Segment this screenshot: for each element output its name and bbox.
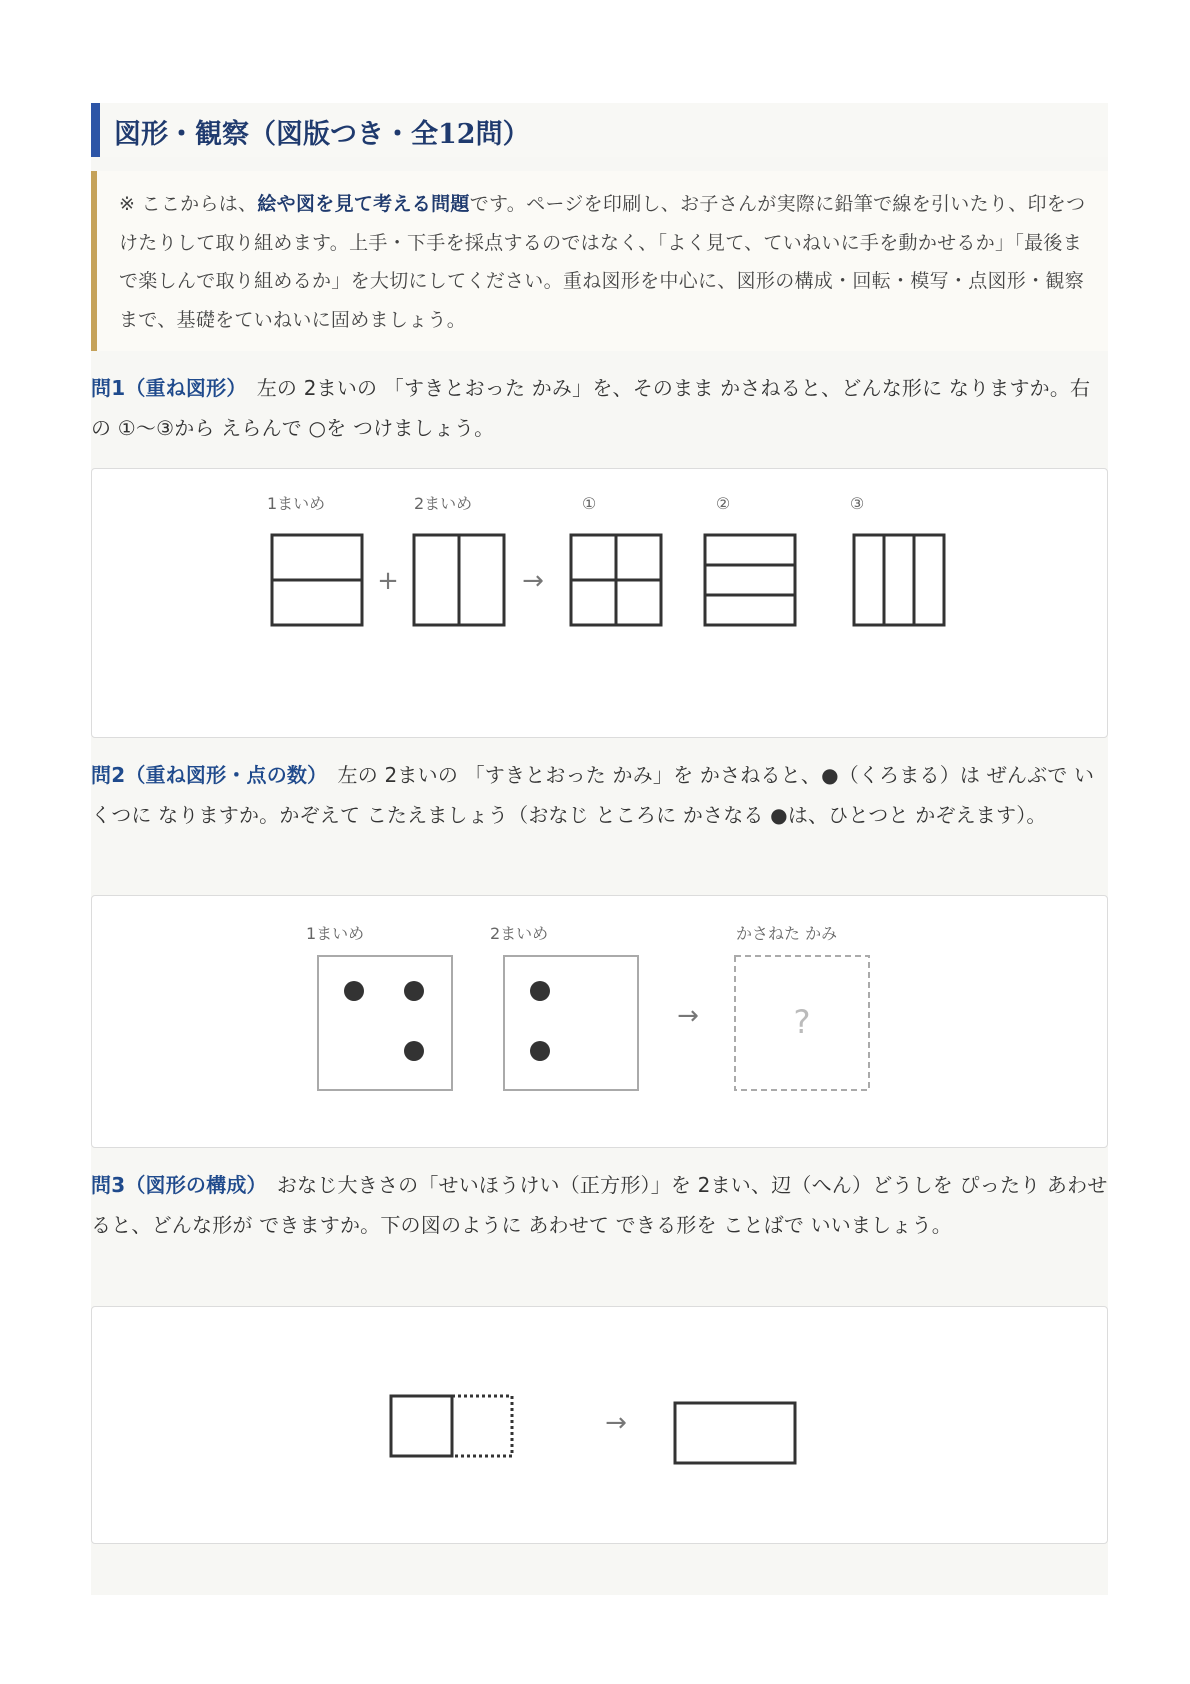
dot xyxy=(530,981,550,1001)
question-3-body: おなじ大きさの「せいほうけい（正方形）」を 2まい、辺（へん）どうしを ぴったり あわせると、どんな形が できますか。下の図のように あわせて できる形を ことばで いいましょう。 xyxy=(91,1173,1108,1237)
question-2-body: 左の 2まいの 「すきとおった かみ」を かさねると、●（くろまる）は ぜんぶで いくつに なりますか。かぞえて こたえましょう（おなじ ところに かさなる ●は、ひとつと かぞえます）。 xyxy=(91,763,1095,827)
dot-overlap-diagram xyxy=(92,896,1107,1147)
fig1-label-option1: ① xyxy=(581,494,597,513)
fig2-label-combined: かさねた かみ xyxy=(736,924,838,943)
overlap-shapes-diagram xyxy=(92,469,1107,737)
question-1-figure xyxy=(91,468,1108,738)
option2-three-rows xyxy=(705,535,795,625)
unknown-mark: ? xyxy=(793,1003,811,1041)
arrow-right-icon: → xyxy=(677,1001,699,1031)
fig1-label-option2: ② xyxy=(715,494,731,513)
square-composition-diagram xyxy=(92,1307,1107,1543)
note-body: です。ページを印刷し、お子さんが実際に鉛筆で線を引いたり、印をつけたりして取り組めます。上手・下手を採点するのではなく、「よく見て、ていねいに手を動かせるか」「最後まで楽しんで取り組めるか」を大切にしてください。重ね図形を中心に、図形の構成・回転・模写・点図形・観察まで、基礎をていねいに固めましょう。 xyxy=(119,193,1086,331)
question-3-figure xyxy=(91,1306,1108,1544)
section-title-bar xyxy=(91,103,1108,157)
question-2-figure xyxy=(91,895,1108,1148)
instruction-note-text xyxy=(119,185,1094,339)
option1-four-quadrants xyxy=(571,535,661,625)
resulting-rectangle xyxy=(675,1403,795,1463)
dot xyxy=(530,1041,550,1061)
note-emphasis: 絵や図を見て考える問題 xyxy=(257,193,470,215)
arrow-right-icon: → xyxy=(522,566,544,596)
note-prefix: ※ ここからは、 xyxy=(119,193,258,215)
fig1-label-sheet2: 2まいめ xyxy=(414,494,473,513)
sheet1-dots xyxy=(318,956,452,1090)
dot xyxy=(404,1041,424,1061)
question-3-label: 問3（図形の構成） xyxy=(91,1173,257,1197)
combined-sheet-answer xyxy=(735,956,869,1090)
fig1-label-option3: ③ xyxy=(849,494,865,513)
two-squares-joined xyxy=(391,1396,512,1456)
arrow-right-icon: → xyxy=(605,1408,627,1438)
question-1-text xyxy=(91,368,1108,448)
question-2-text xyxy=(91,755,1108,835)
worksheet-section xyxy=(91,103,1108,1595)
fig2-label-sheet2: 2まいめ xyxy=(490,924,549,943)
question-1-body: 左の 2まいの 「すきとおった かみ」を、そのまま かさねると、どんな形に なりますか。右の ①〜③から えらんで ○を つけましょう。 xyxy=(91,376,1091,440)
sheet1-horizontal-split xyxy=(272,535,362,625)
question-2-label: 問2（重ね図形・点の数） xyxy=(91,763,318,787)
sheet2-vertical-split xyxy=(414,535,504,625)
instruction-note xyxy=(91,171,1108,351)
option3-three-columns xyxy=(854,535,944,625)
fig1-label-sheet1: 1まいめ xyxy=(267,494,326,513)
dot xyxy=(404,981,424,1001)
fig2-label-sheet1: 1まいめ xyxy=(306,924,365,943)
question-3-text xyxy=(91,1165,1108,1245)
question-1-label: 問1（重ね図形） xyxy=(91,376,237,400)
section-title: 図形・観察（図版つき・全12問） xyxy=(114,119,530,150)
sheet2-dots xyxy=(504,956,638,1090)
dot xyxy=(344,981,364,1001)
plus-icon: + xyxy=(377,566,399,596)
